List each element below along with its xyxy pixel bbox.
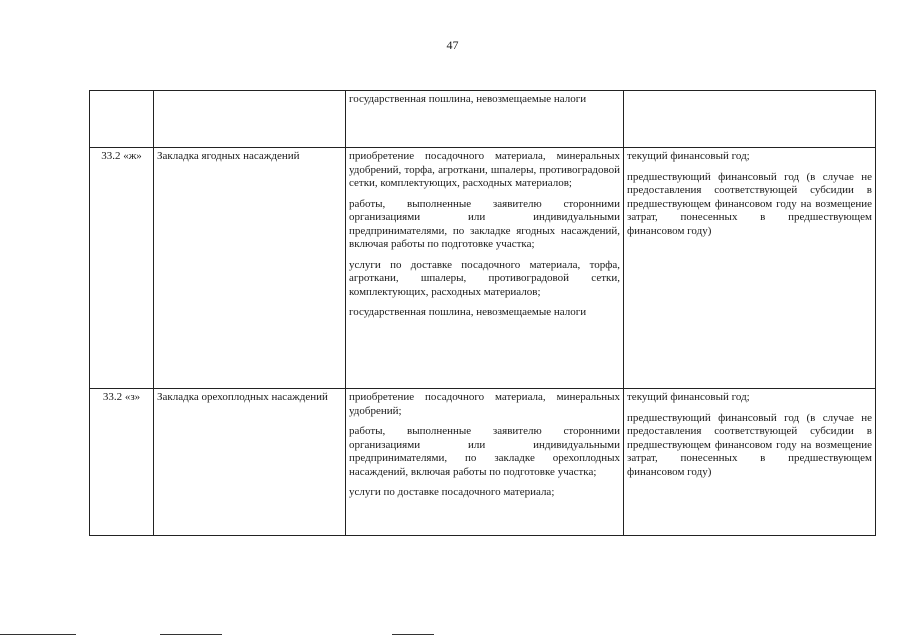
row-name-cell (154, 91, 346, 148)
row-name-cell: Закладка орехоплодных насаждений (154, 389, 346, 536)
footer-rule (0, 634, 76, 635)
expenses-cell (346, 389, 624, 536)
expense-item: приобретение посадочного материала, минеральных удобрений; (349, 391, 620, 417)
table-row (90, 148, 876, 389)
expense-item: услуги по доставке посадочного материала, торфа, агроткани, шпалеры, противоградовой сетки, комплектующих, расходных материалов; (349, 258, 620, 298)
row-number-cell: 33.2 «з» (90, 389, 154, 536)
expense-item: приобретение посадочного материала, минеральных удобрений, торфа, агроткани, шпалеры, противоградовой сетки, комплектующих, расходных материалов; (349, 150, 620, 189)
expense-item: услуги по доставке посадочного материала; (349, 486, 555, 498)
period-cell (624, 91, 876, 148)
row-name-cell: Закладка ягодных насаждений (154, 148, 346, 389)
expense-item: работы, выполненные заявителю сторонними организациями или индивидуальными предпринимателями, по закладке орехоплодных насаждений, включая работы по подготовке участка; (349, 425, 620, 478)
expense-item: работы, выполненные заявителю сторонними организациями или индивидуальными предпринимателями, по закладке ягодных насаждений, включая работы по подготовке участка; (349, 197, 620, 250)
table-row (90, 91, 876, 148)
period-cell (624, 148, 876, 389)
period-item: текущий финансовый год; (627, 391, 750, 403)
period-item: текущий финансовый год; (627, 150, 750, 162)
expense-item: государственная пошлина, невозмещаемые налоги (349, 306, 587, 318)
row-number-cell: 33.2 «ж» (90, 148, 154, 389)
table-row (90, 389, 876, 536)
expense-item: государственная пошлина, невозмещаемые налоги (349, 93, 587, 105)
footer-rule (160, 634, 222, 635)
page-number: 47 (446, 38, 459, 52)
period-item: предшествующий финансовый год (в случае не предоставления соответствующей субсидии в предшествующем финансовом году на возмещение затрат, понесенных в предшествующем финансовом году) (627, 170, 872, 237)
row-number-cell (90, 91, 154, 148)
expenses-cell (346, 91, 624, 148)
period-item: предшествующий финансовый год (в случае не предоставления соответствующей субсидии в предшествующем финансовом году на возмещение затрат, понесенных в предшествующем финансовом году) (627, 411, 872, 478)
expenses-cell (346, 148, 624, 389)
expenses-table (89, 90, 876, 536)
period-cell (624, 389, 876, 536)
footer-rule (392, 634, 434, 635)
